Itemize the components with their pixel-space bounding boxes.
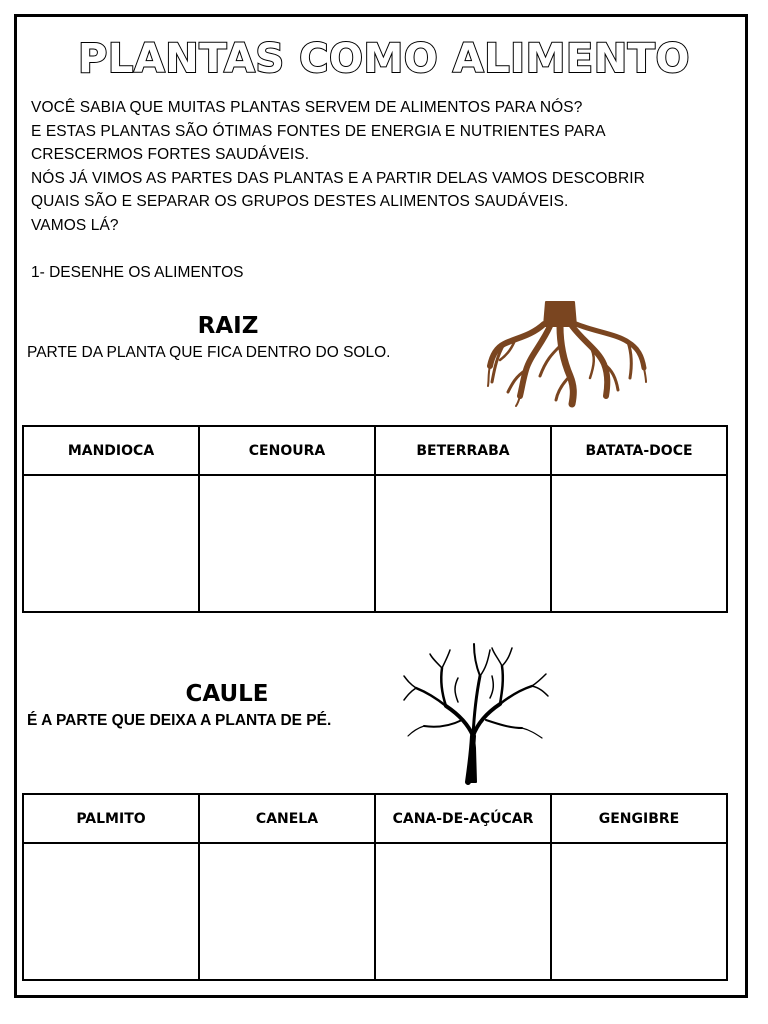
drawing-box[interactable] [23, 475, 199, 612]
table-header-row [23, 794, 727, 843]
raiz-table [22, 425, 728, 613]
raiz-description: PARTE DA PLANTA QUE FICA DENTRO DO SOLO. [27, 344, 391, 361]
column-header-cenoura: CENOURA [199, 426, 375, 475]
drawing-box[interactable] [551, 843, 727, 980]
table-row [23, 843, 727, 980]
intro-line: CRESCERMOS FORTES SAUDÁVEIS. [31, 146, 310, 163]
raiz-title: RAIZ [197, 313, 259, 339]
column-header-batata-doce: BATATA-DOCE [551, 426, 727, 475]
table-row [23, 475, 727, 612]
drawing-box[interactable] [551, 475, 727, 612]
drawing-box[interactable] [199, 843, 375, 980]
column-header-canela: CANELA [199, 794, 375, 843]
intro-text [31, 96, 751, 237]
column-header-mandioca: MANDIOCA [23, 426, 199, 475]
drawing-box[interactable] [23, 843, 199, 980]
page-title: PLANTAS COMO ALIMENTO [78, 36, 690, 82]
intro-line: VAMOS LÁ? [31, 216, 119, 234]
intro-line: QUAIS SÃO E SEPARAR OS GRUPOS DESTES ALIMENTOS SAUDÁVEIS. [31, 193, 569, 210]
intro-line: E ESTAS PLANTAS SÃO ÓTIMAS FONTES DE ENERGIA E NUTRIENTES PARA [31, 122, 606, 140]
column-header-beterraba: BETERRABA [375, 426, 551, 475]
column-header-palmito: PALMITO [23, 794, 199, 843]
intro-line: NÓS JÁ VIMOS AS PARTES DAS PLANTAS E A PARTIR DELAS VAMOS DESCOBRIR [31, 169, 645, 187]
drawing-box[interactable] [375, 475, 551, 612]
caule-table [22, 793, 728, 981]
table-header-row [23, 426, 727, 475]
root-illustration [486, 296, 648, 408]
column-header-gengibre: GENGIBRE [551, 794, 727, 843]
drawing-box[interactable] [199, 475, 375, 612]
bare-tree-illustration [402, 636, 552, 786]
caule-description: É A PARTE QUE DEIXA A PLANTA DE PÉ. [27, 712, 332, 729]
caule-title: CAULE [185, 681, 269, 707]
intro-line: VOCÊ SABIA QUE MUITAS PLANTAS SERVEM DE ALIMENTOS PARA NÓS? [31, 99, 583, 116]
instruction: 1- DESENHE OS ALIMENTOS [31, 264, 244, 281]
column-header-cana-de-acucar: CANA-DE-AÇÚCAR [375, 794, 551, 843]
drawing-box[interactable] [375, 843, 551, 980]
